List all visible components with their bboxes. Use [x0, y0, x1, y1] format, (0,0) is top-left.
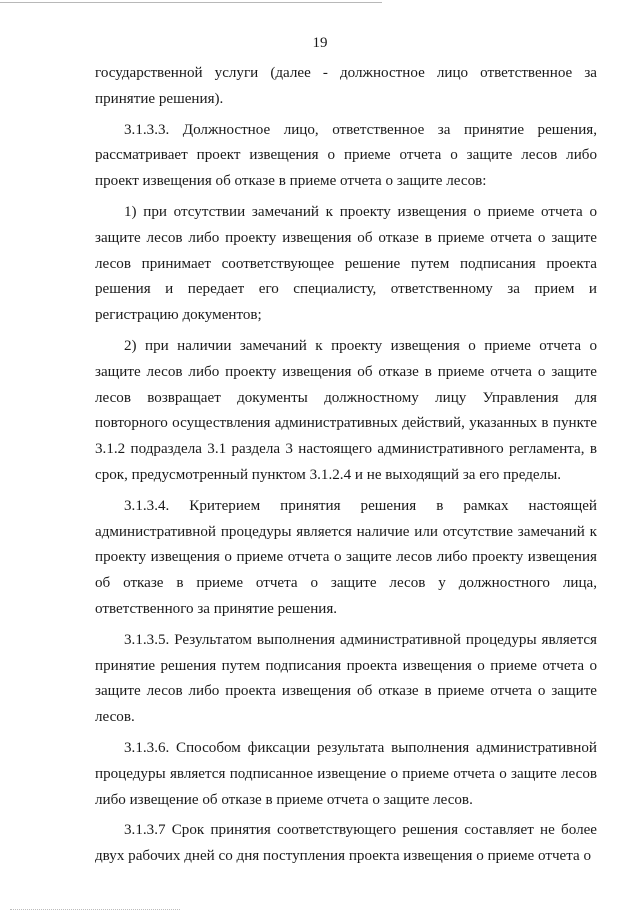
scan-edge-bottom [10, 909, 180, 910]
paragraph-3-1-3-4: 3.1.3.4. Критерием принятия решения в рамках настоящей административной процедуры является наличие или отсутствие замечаний к проекту извещения о приеме отчета о защите лесов либо проекту извещения об отказе в приеме отчета о защите лесов у должностного лица, ответственного за принятие решения. [95, 497, 597, 617]
paragraph-3-1-3-6: 3.1.3.6. Способом фиксации результата выполнения административной процедуры является подписанное извещение о приеме отчета о защите лесов либо извещение об отказе в приеме отчета о защите лесов. [95, 739, 597, 808]
paragraph-continuation: государственной услуги (далее - должностное лицо ответственное за принятие решения). [95, 65, 597, 107]
document-body [95, 61, 597, 873]
scan-edge-top [0, 2, 382, 3]
page-number: 19 [312, 35, 328, 51]
paragraph-3-1-3-3: 3.1.3.3. Должностное лицо, ответственное за принятие решения, рассматривает проект извещения о приеме отчета о защите лесов либо проект извещения об отказе в приеме отчета о защите лесов: [95, 121, 597, 190]
paragraph-item-2: 2) при наличии замечаний к проекту извещения о приеме отчета о защите лесов либо проекту извещения об отказе в приеме отчета о защите лесов возвращает документы должностному лицу Управления для повторного осуществления административных действий, указанных в пункте 3.1.2 подраздела 3.1 раздела 3 настоящего административного регламента, в срок, предусмотренный пунктом 3.1.2.4 и не выходящий за его пределы. [95, 337, 597, 483]
paragraph-3-1-3-5: 3.1.3.5. Результатом выполнения административной процедуры является принятие решения путем подписания проекта извещения о приеме отчета о защите лесов либо проекта извещения об отказе в приеме отчета о защите лесов. [95, 631, 597, 726]
paragraph-3-1-3-7: 3.1.3.7 Срок принятия соответствующего решения составляет не более двух рабочих дней со дня поступления проекта извещения о приеме отчета о [95, 822, 597, 865]
paragraph-item-1: 1) при отсутствии замечаний к проекту извещения о приеме отчета о защите лесов либо проекту извещения об отказе в приеме отчета о защите лесов принимает соответствующее решение путем подписания проекта решения и передает его специалисту, ответственному за прием и регистрацию документов; [95, 203, 597, 324]
